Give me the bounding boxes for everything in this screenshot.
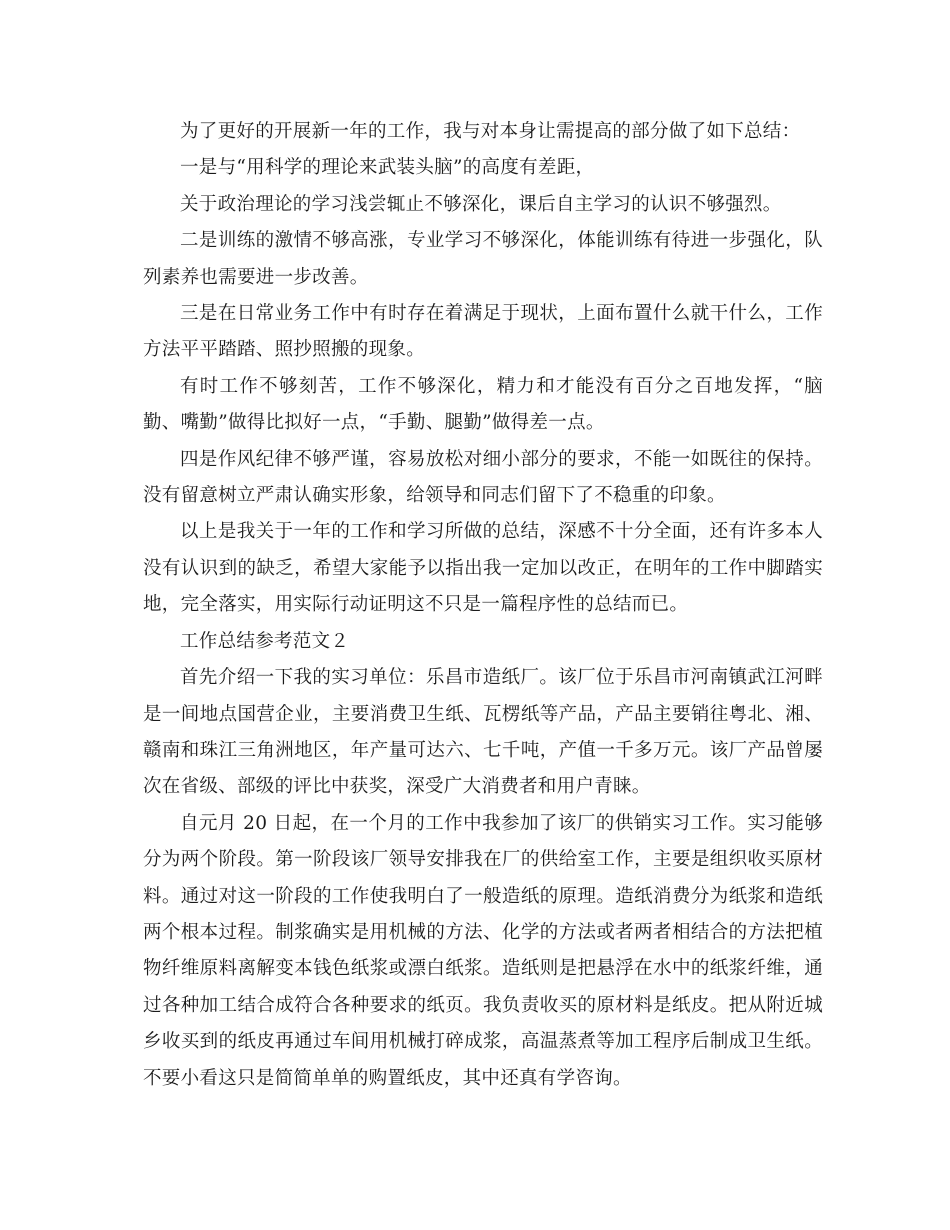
paragraph-internship-work: 自元月 20 日起，在一个月的工作中我参加了该厂的供销实习工作。实习能够分为两个阶段。第一阶段该厂领导安排我在厂的供给室工作，主要是组织收买原材料。通过对这一阶段的工作使我明白了一般造纸的原理。造纸消费分为纸浆和造纸两个根本过程。制浆确实是用机械的方法、化学的方法或者两者相结合的方法把植物纤维原料离解变本钱色纸浆或漂白纸浆。造纸则是把悬浮在水中的纸浆纤维，通过各种加工结合成符合各种要求的纸页。我负责收买的原材料是纸皮。把从附近城乡收买到的纸皮再通过车间用机械打碎成浆，高温蒸煮等加工程序后制成卫生纸。不要小看这只是简简单单的购置纸皮，其中还真有学咨询。 bbox=[143, 812, 823, 1089]
paragraph-internship-unit: 首先介绍一下我的实习单位：乐昌市造纸厂。该厂位于乐昌市河南镇武江河畔是一间地点国营企业，主要消费卫生纸、瓦楞纸等产品，产品主要销往粤北、湘、赣南和珠江三角洲地区，年产量可达六、七千吨，产值一千多万元。该厂产品曾屡次在省级、部级的评比中获奖，深受广大消费者和用户青睐。 bbox=[143, 667, 823, 798]
paragraph-point-one: 一是与“用科学的理论来武装头脑”的高度有差距， bbox=[180, 157, 595, 179]
paragraph-point-three: 三是在日常业务工作中有时存在着满足于现状，上面布置什么就干什么，工作方法平平踏踏、照抄照搬的现象。 bbox=[143, 303, 823, 361]
document-body bbox=[143, 114, 823, 1097]
paragraph-intro: 为了更好的开展新一年的工作，我与对本身让需提高的部分做了如下总结： bbox=[180, 121, 801, 142]
section-heading-sample-2: 工作总结参考范文２ bbox=[180, 630, 350, 652]
paragraph-point-two: 二是训练的激情不够高涨，专业学习不够深化，体能训练有待进一步强化，队列素养也需要进一步改善。 bbox=[143, 230, 823, 288]
paragraph-conclusion: 以上是我关于一年的工作和学习所做的总结，深感不十分全面，还有许多本人没有认识到的缺乏，希望大家能予以指出我一定加以改正，在明年的工作中脚踏实地，完全落实，用实际行动证明这不只是一篇程序性的总结而已。 bbox=[143, 521, 823, 616]
paragraph-effort: 有时工作不够刻苦，工作不够深化，精力和才能没有百分之百地发挥，“脑勤、嘴勤”做得比拟好一点，“手勤、腿勤”做得差一点。 bbox=[143, 375, 823, 434]
paragraph-point-four: 四是作风纪律不够严谨，容易放松对细小部分的要求，不能一如既往的保持。没有留意树立严肃认确实形象，给领导和同志们留下了不稳重的印象。 bbox=[143, 448, 823, 507]
paragraph-political-theory: 关于政治理论的学习浅尝辄止不够深化，课后自主学习的认识不够强烈。 bbox=[180, 193, 782, 215]
